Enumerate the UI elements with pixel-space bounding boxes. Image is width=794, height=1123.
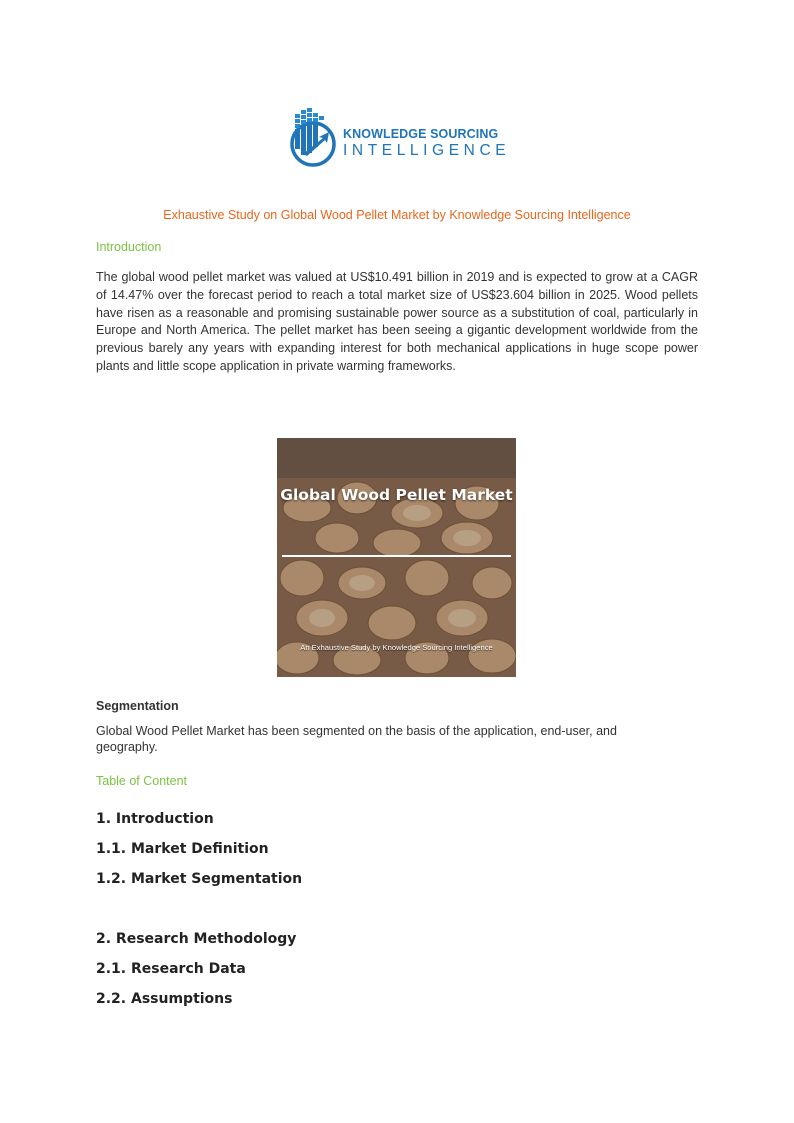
introduction-heading: Introduction [96,240,162,254]
toc-item: 2.1. Research Data [96,961,246,977]
logo-line-1: KNOWLEDGE SOURCING [343,127,499,141]
segmentation-heading: Segmentation [96,699,179,713]
toc-item: 1.1. Market Definition [96,841,269,857]
cover-subtitle: An Exhaustive Study by Knowledge Sourcing Intelligence [300,643,493,652]
logo-line-2: INTELLIGENCE [343,142,511,159]
toc-item: 2.2. Assumptions [96,991,233,1007]
bar-chart-arrow-icon [289,104,341,168]
segmentation-paragraph: Global Wood Pellet Market has been segmented on the basis of the application, end-user, and geography. [96,724,617,754]
toc-item: 1.2. Market Segmentation [96,871,303,887]
wood-pellets-photo [277,438,516,677]
company-logo [289,104,509,168]
cover-image [277,438,516,677]
toc-item: 1. Introduction [96,811,214,827]
cover-divider [282,555,511,557]
toc-item: 2. Research Methodology [96,931,297,947]
introduction-paragraph: The global wood pellet market was valued at US$10.491 billion in 2019 and is expected to grow at a CAGR of 14.47% over the forecast period to reach a total market size of US$23.604 billion in 2025. Wood pellets have risen as a reasonable and promising sustainable power source as a substitution of coal, particularly in Europe and North America. The pellet market has been seeing a gigantic development worldwide from the previous barely any years with expanding interest for both mechanical applications in huge scope power plants and little scope application in private warming frameworks. [96,270,698,373]
document-title: Exhaustive Study on Global Wood Pellet Market by Knowledge Sourcing Intelligence [163,208,631,222]
cover-title: Global Wood Pellet Market [280,486,513,504]
toc-heading: Table of Content [96,774,188,788]
